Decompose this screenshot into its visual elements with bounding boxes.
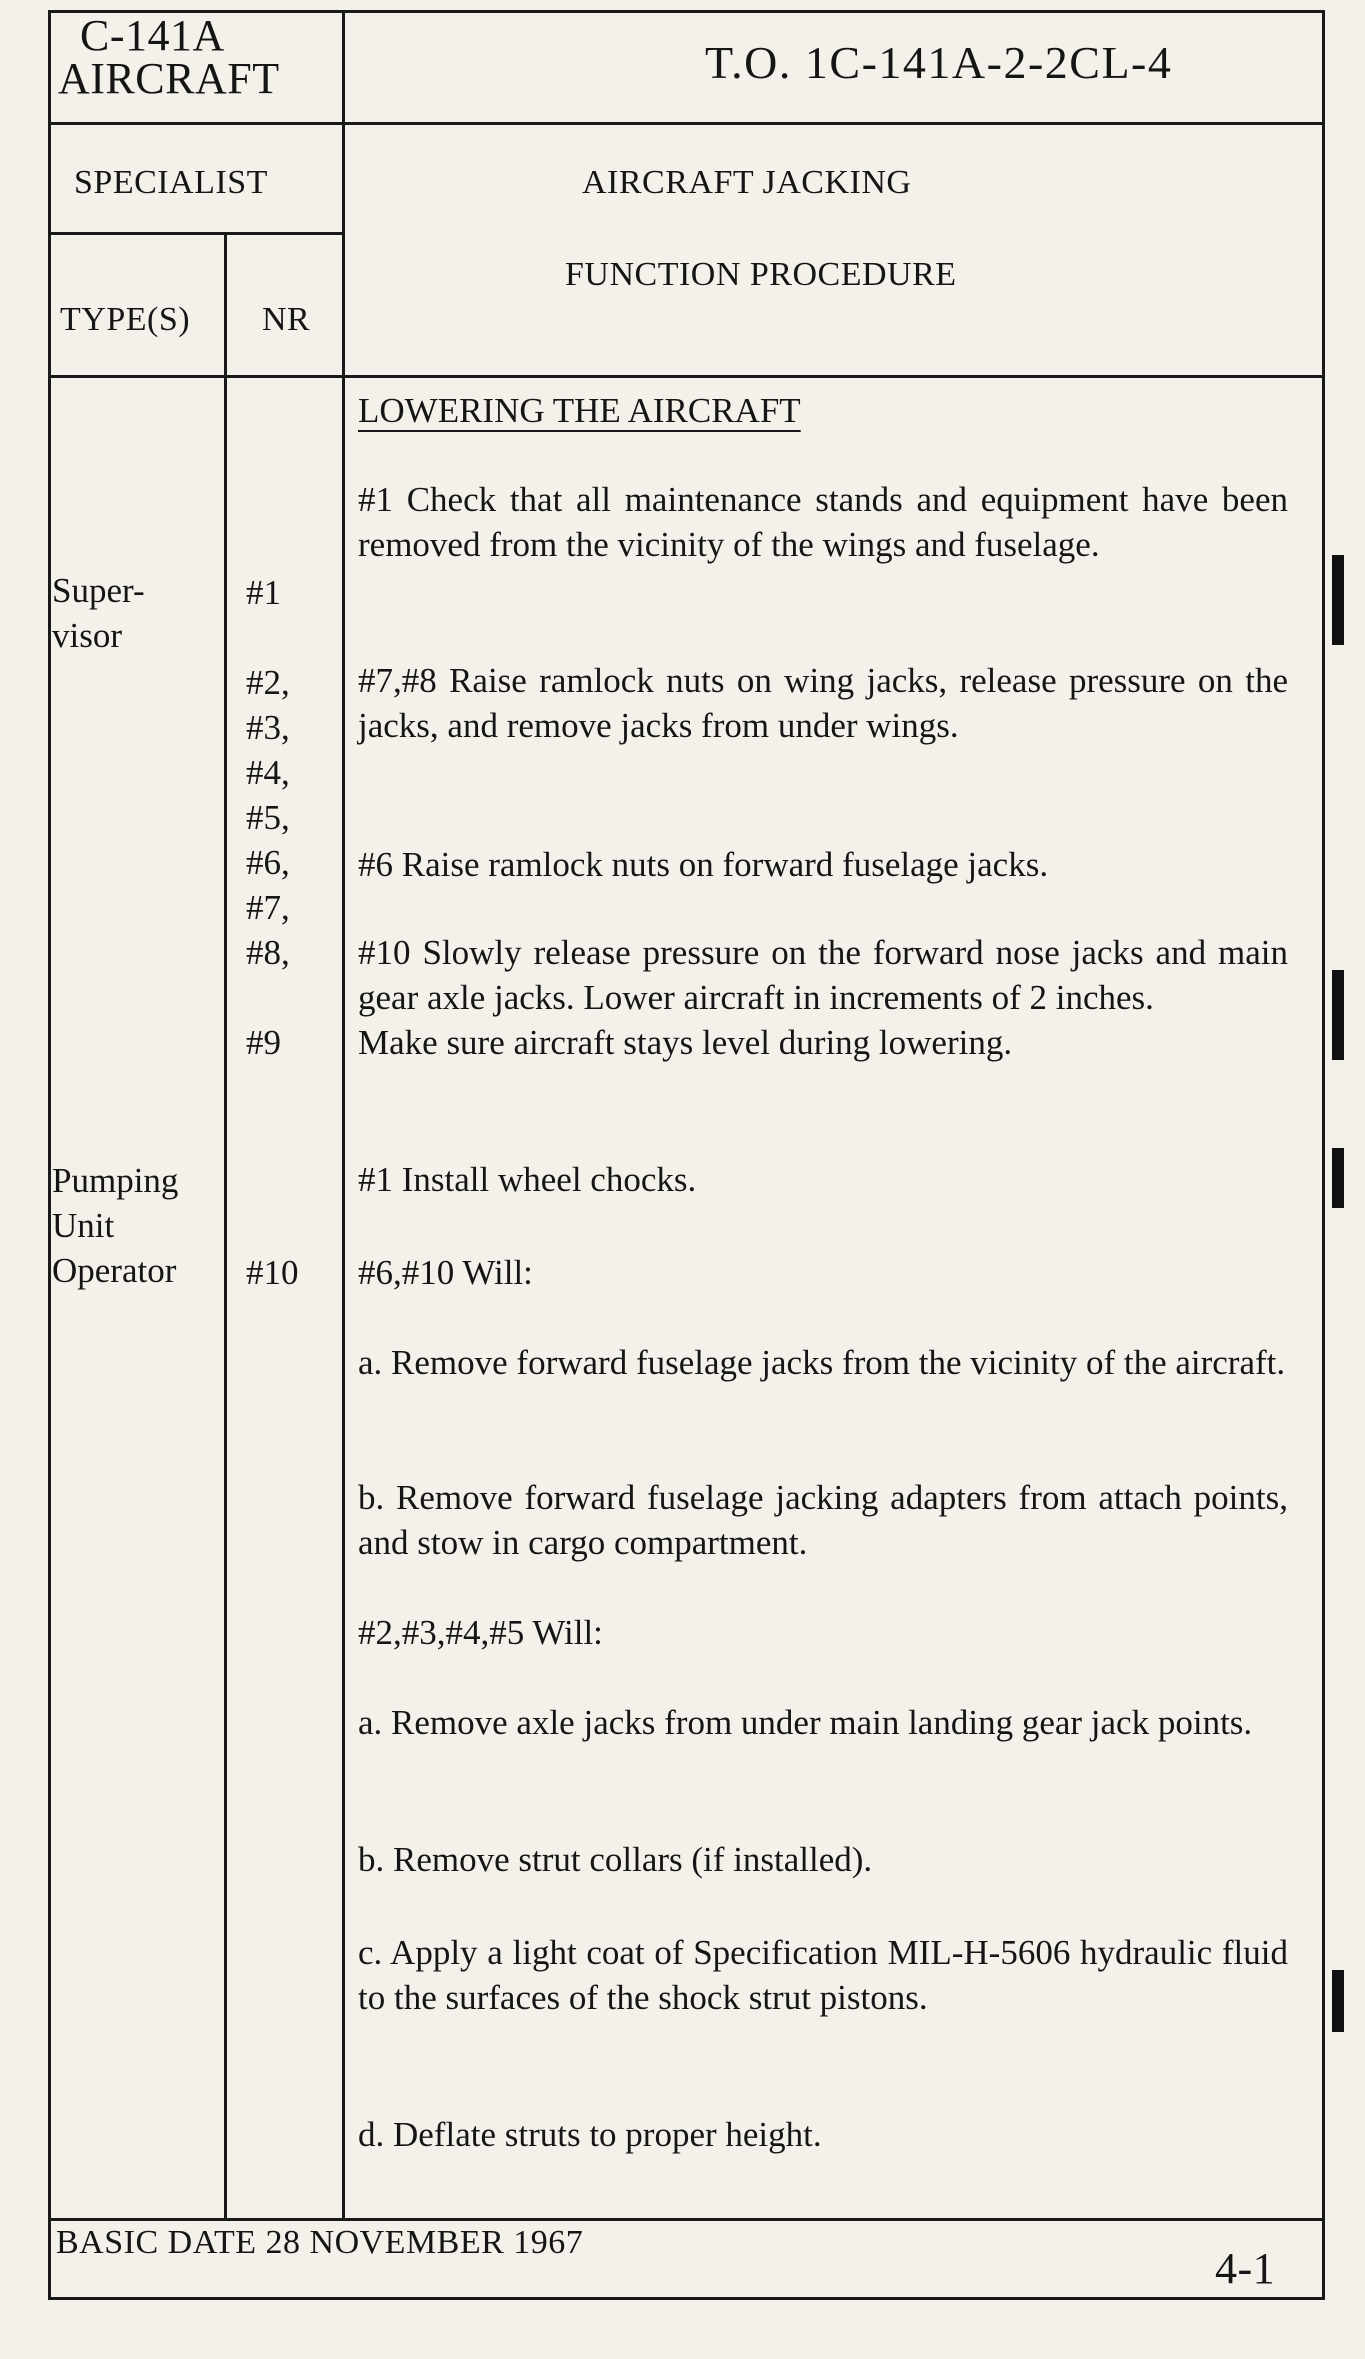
nr-10: #10 [246, 1253, 299, 1292]
change-bar-3 [1332, 1148, 1344, 1208]
step-wheel-chocks-text: #1 Install wheel chocks. [358, 1160, 697, 1199]
nr-2: #2, [246, 663, 290, 702]
nr-6: #6, [246, 843, 290, 882]
step-2-5-c [358, 1930, 1288, 2020]
specialist-header: SPECIALIST [74, 164, 268, 201]
nr-3: #3, [246, 708, 290, 747]
step-2-5-b-text: b. Remove strut collars (if installed). [358, 1840, 873, 1879]
frame-bottom [48, 2297, 1325, 2300]
step-2-5-b [358, 1837, 1288, 1882]
change-bar-2 [1332, 970, 1344, 1060]
step-wing-jacks [358, 658, 1288, 748]
change-bar-4 [1332, 1970, 1344, 2032]
step-2-5-will [358, 1610, 1288, 1655]
nr-4: #4, [246, 753, 290, 792]
step-6-10-will-text: #6,#10 Will: [358, 1253, 533, 1292]
nr-5: #5, [246, 798, 290, 837]
step-6-10-b-text: b. Remove forward fuselage jacking adapters from attach points, and stow in cargo compartment. [358, 1478, 1288, 1562]
aircraft-label: AIRCRAFT [58, 54, 280, 103]
step-2-5-will-text: #2,#3,#4,#5 Will: [358, 1613, 603, 1652]
step-2-5-d-text: d. Deflate struts to proper height. [358, 2115, 822, 2154]
specialist-pumping-unit-operator [52, 1158, 178, 1293]
step-forward-fuselage-ramlock [358, 842, 1288, 887]
specialist-supervisor [52, 568, 145, 658]
supervisor-line-1: Super- [52, 571, 145, 610]
frame-top [48, 10, 1325, 13]
step-wheel-chocks [358, 1157, 1288, 1202]
step-release-pressure [358, 930, 1288, 1065]
nr-8: #8, [246, 933, 290, 972]
step-check-stands-text: #1 Check that all maintenance stands and equipment have been removed from the vicinity of the wings and fuselage. [358, 480, 1288, 564]
step-release-pressure-text: #10 Slowly release pressure on the forward nose jacks and main gear axle jacks. Lower aircraft in increments of 2 inches. [358, 933, 1288, 1017]
page-number: 4-1 [1215, 2244, 1276, 2293]
aircraft-model: C-141A [80, 11, 225, 60]
technical-order-number: T.O. 1C-141A-2-2CL-4 [705, 37, 1173, 88]
nr-column-header: NR [262, 301, 311, 338]
aircraft-column-divider [342, 10, 345, 2220]
step-6-10-a-text: a. Remove forward fuselage jacks from the vicinity of the aircraft. [358, 1343, 1286, 1382]
nr-9: #9 [246, 1023, 281, 1062]
pumping-line-3: Operator [52, 1251, 177, 1290]
basic-date: BASIC DATE 28 NOVEMBER 1967 [56, 2224, 584, 2261]
step-wing-jacks-text: #7,#8 Raise ramlock nuts on wing jacks, release pressure on the jacks, and remove jacks from under wings. [358, 661, 1288, 745]
step-2-5-a-text: a. Remove axle jacks from under main landing gear jack points. [358, 1703, 1253, 1742]
step-keep-level-text: Make sure aircraft stays level during lowering. [358, 1023, 1013, 1062]
section-title: AIRCRAFT JACKING [582, 164, 912, 201]
frame-left [48, 10, 51, 2300]
frame-right [1322, 10, 1325, 2300]
type-nr-divider [224, 232, 227, 2220]
step-check-stands [358, 477, 1288, 567]
nr-1: #1 [246, 573, 281, 612]
types-column-header: TYPE(S) [60, 301, 191, 338]
step-6-10-b [358, 1475, 1288, 1565]
step-2-5-c-text: c. Apply a light coat of Specification MIL-H-5606 hydraulic fluid to the surfaces of the shock strut pistons. [358, 1933, 1288, 2017]
step-6-10-will [358, 1250, 1288, 1295]
procedure-subtitle: FUNCTION PROCEDURE [565, 256, 957, 293]
supervisor-line-2: visor [52, 616, 122, 655]
change-bar-1 [1332, 555, 1344, 645]
step-2-5-a [358, 1700, 1288, 1745]
header-divider [48, 122, 1325, 125]
step-2-5-d [358, 2112, 1288, 2157]
pumping-line-1: Pumping [52, 1161, 179, 1200]
nr-7: #7, [246, 888, 290, 927]
step-forward-fuselage-ramlock-text: #6 Raise ramlock nuts on forward fuselage jacks. [358, 845, 1049, 884]
pumping-line-2: Unit [52, 1206, 115, 1245]
lowering-heading: LOWERING THE AIRCRAFT [358, 391, 801, 430]
step-6-10-a [358, 1340, 1288, 1385]
procedure-heading [358, 388, 1288, 433]
column-header-divider [48, 375, 1325, 378]
specialist-divider [48, 232, 342, 235]
